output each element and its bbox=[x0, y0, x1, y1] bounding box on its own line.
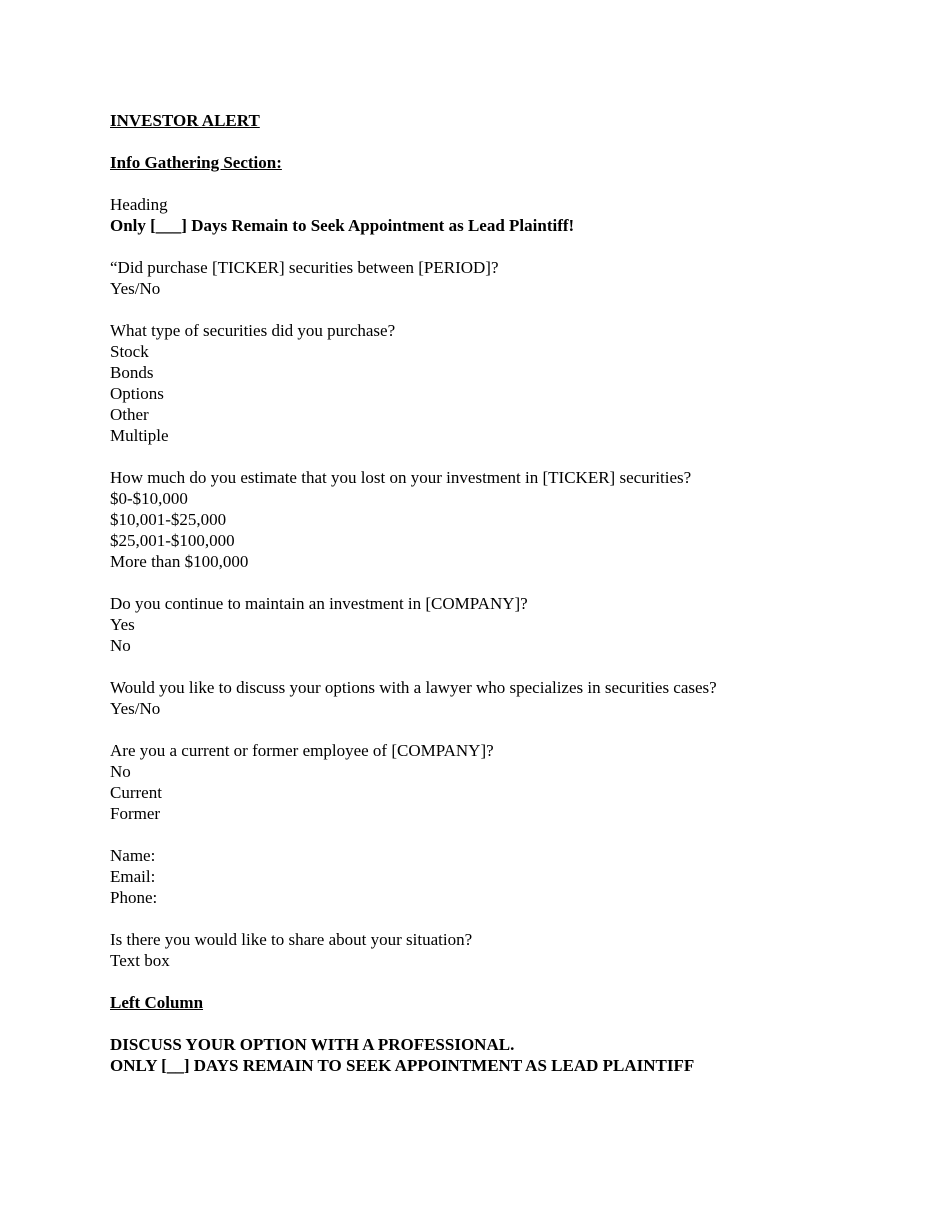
option-text: Yes bbox=[110, 615, 135, 634]
headline: Only [___] Days Remain to Seek Appointment as Lead Plaintiff! bbox=[110, 216, 575, 235]
spacer bbox=[110, 824, 870, 845]
spacer bbox=[110, 299, 870, 320]
document-page bbox=[110, 110, 870, 1076]
option-text: No bbox=[110, 762, 131, 781]
option-text: Yes/No bbox=[110, 279, 161, 298]
question-discuss-lawyer: Would you like to discuss your options with a lawyer who specializes in securities cases? bbox=[110, 678, 717, 697]
left-column-line: ONLY [__] DAYS REMAIN TO SEEK APPOINTMENT AS LEAD PLAINTIFF bbox=[110, 1056, 695, 1075]
text-box-label: Text box bbox=[110, 951, 170, 970]
spacer bbox=[110, 908, 870, 929]
question-purchase: “Did purchase [TICKER] securities between [PERIOD]? bbox=[110, 258, 499, 277]
spacer bbox=[110, 173, 870, 194]
option-text: $25,001-$100,000 bbox=[110, 531, 235, 550]
spacer bbox=[110, 572, 870, 593]
option-text: Current bbox=[110, 783, 162, 802]
option-text: Multiple bbox=[110, 426, 169, 445]
heading-label: Heading bbox=[110, 195, 168, 214]
spacer bbox=[110, 131, 870, 152]
question-continue-investment: Do you continue to maintain an investment in [COMPANY]? bbox=[110, 594, 528, 613]
spacer bbox=[110, 446, 870, 467]
option-text: No bbox=[110, 636, 131, 655]
contact-field-email: Email: bbox=[110, 867, 156, 886]
option-text: $10,001-$25,000 bbox=[110, 510, 227, 529]
contact-field-phone: Phone: bbox=[110, 888, 158, 907]
question-security-type: What type of securities did you purchase? bbox=[110, 321, 396, 340]
document-title: INVESTOR ALERT bbox=[110, 111, 260, 130]
spacer bbox=[110, 1013, 870, 1034]
spacer bbox=[110, 656, 870, 677]
option-text: Other bbox=[110, 405, 149, 424]
option-text: Options bbox=[110, 384, 164, 403]
left-column-heading: Left Column bbox=[110, 993, 204, 1012]
question-employee: Are you a current or former employee of [COMPANY]? bbox=[110, 741, 494, 760]
spacer bbox=[110, 236, 870, 257]
option-text: Bonds bbox=[110, 363, 154, 382]
option-text: Stock bbox=[110, 342, 149, 361]
option-text: Former bbox=[110, 804, 161, 823]
question-loss-estimate: How much do you estimate that you lost on your investment in [TICKER] securities? bbox=[110, 468, 692, 487]
option-text: $0-$10,000 bbox=[110, 489, 188, 508]
option-text: More than $100,000 bbox=[110, 552, 249, 571]
contact-field-name: Name: bbox=[110, 846, 156, 865]
info-section-heading: Info Gathering Section: bbox=[110, 153, 282, 172]
question-share-situation: Is there you would like to share about your situation? bbox=[110, 930, 473, 949]
option-text: Yes/No bbox=[110, 699, 161, 718]
spacer bbox=[110, 971, 870, 992]
left-column-line: DISCUSS YOUR OPTION WITH A PROFESSIONAL. bbox=[110, 1035, 515, 1054]
spacer bbox=[110, 719, 870, 740]
